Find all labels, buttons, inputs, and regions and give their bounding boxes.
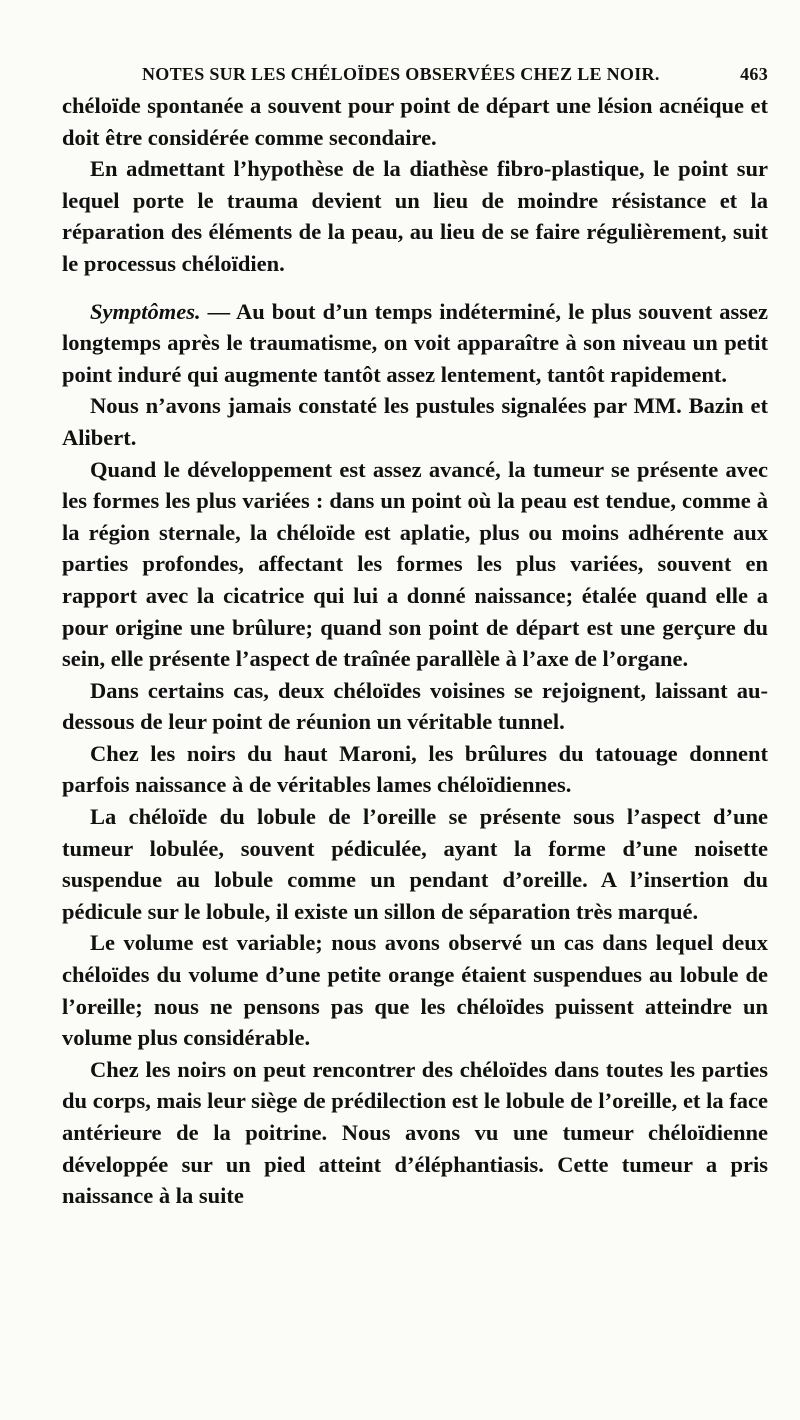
- paragraph-5: Quand le développement est assez avancé, la tumeur se présente avec les formes les plus variées : dans un point où la peau est tendue, comme à la région sternale, la chéloïde est aplatie, plus ou moins adhérente aux parties profondes, affectant les formes les plus variées, souvent en rapport avec la cicatrice qui lui a donné naissance; étalée quand elle a pour origine une brûlure; quand son point de départ est une gerçure du sein, elle présente l’aspect de traînée parallèle à l’axe de l’organe.: [62, 456, 768, 672]
- running-head-title: NOTES SUR LES CHÉLOÏDES OBSERVÉES CHEZ LE NOIR.: [142, 64, 660, 84]
- paragraph-3-text: — Au bout d’un temps indéterminé, le plus souvent assez longtemps après le traumatisme, on voit apparaître à son niveau un petit point induré qui augmente tantôt assez lentement, tantôt rapidement.: [62, 298, 768, 387]
- paragraph-7: Chez les noirs du haut Maroni, les brûlures du tatouage donnent parfois naissance à de véritables lames chéloïdiennes.: [62, 740, 768, 798]
- paragraph-9: Le volume est variable; nous avons observé un cas dans lequel deux chéloïdes du volume d’une petite orange étaient suspendues au lobule de l’oreille; nous ne pensons pas que les chéloïdes puissent atteindre un volume plus considérable.: [62, 930, 768, 1051]
- body-text: [62, 90, 768, 1212]
- page-number: 463: [740, 64, 768, 84]
- running-head: [62, 56, 768, 90]
- paragraph-2: En admettant l’hypothèse de la diathèse fibro-plastique, le point sur lequel porte le trauma devient un lieu de moindre résistance et la réparation des éléments de la peau, au lieu de se faire régulièrement, suit le processus chéloïdien.: [62, 156, 768, 276]
- paragraph-6: Dans certains cas, deux chéloïdes voisines se rejoignent, laissant au-dessous de leur point de réunion un véritable tunnel.: [62, 677, 768, 735]
- paragraph-1: chéloïde spontanée a souvent pour point de départ une lésion acnéique et doit être considérée comme secondaire.: [62, 93, 768, 150]
- paragraph-4: Nous n’avons jamais constaté les pustules signalées par MM. Bazin et Alibert.: [62, 393, 768, 450]
- paragraph-3-symptomes: [62, 296, 768, 391]
- paragraph-8: La chéloïde du lobule de l’oreille se présente sous l’aspect d’une tumeur lobulée, souvent pédiculée, ayant la forme d’une noisette suspendue au lobule comme un pendant d’oreille. A l’insertion du pédicule sur le lobule, il existe un sillon de séparation très marqué.: [62, 804, 768, 924]
- paragraph-10: Chez les noirs on peut rencontrer des chéloïdes dans toutes les parties du corps, mais leur siège de prédilection est le lobule de l’oreille, et la face antérieure de la poitrine. Nous avons vu une tumeur chéloïdienne développée sur un pied atteint d’éléphantiasis. Cette tumeur a pris naissance à la suite: [62, 1056, 768, 1209]
- section-lead-symptomes: Symptômes.: [90, 298, 201, 324]
